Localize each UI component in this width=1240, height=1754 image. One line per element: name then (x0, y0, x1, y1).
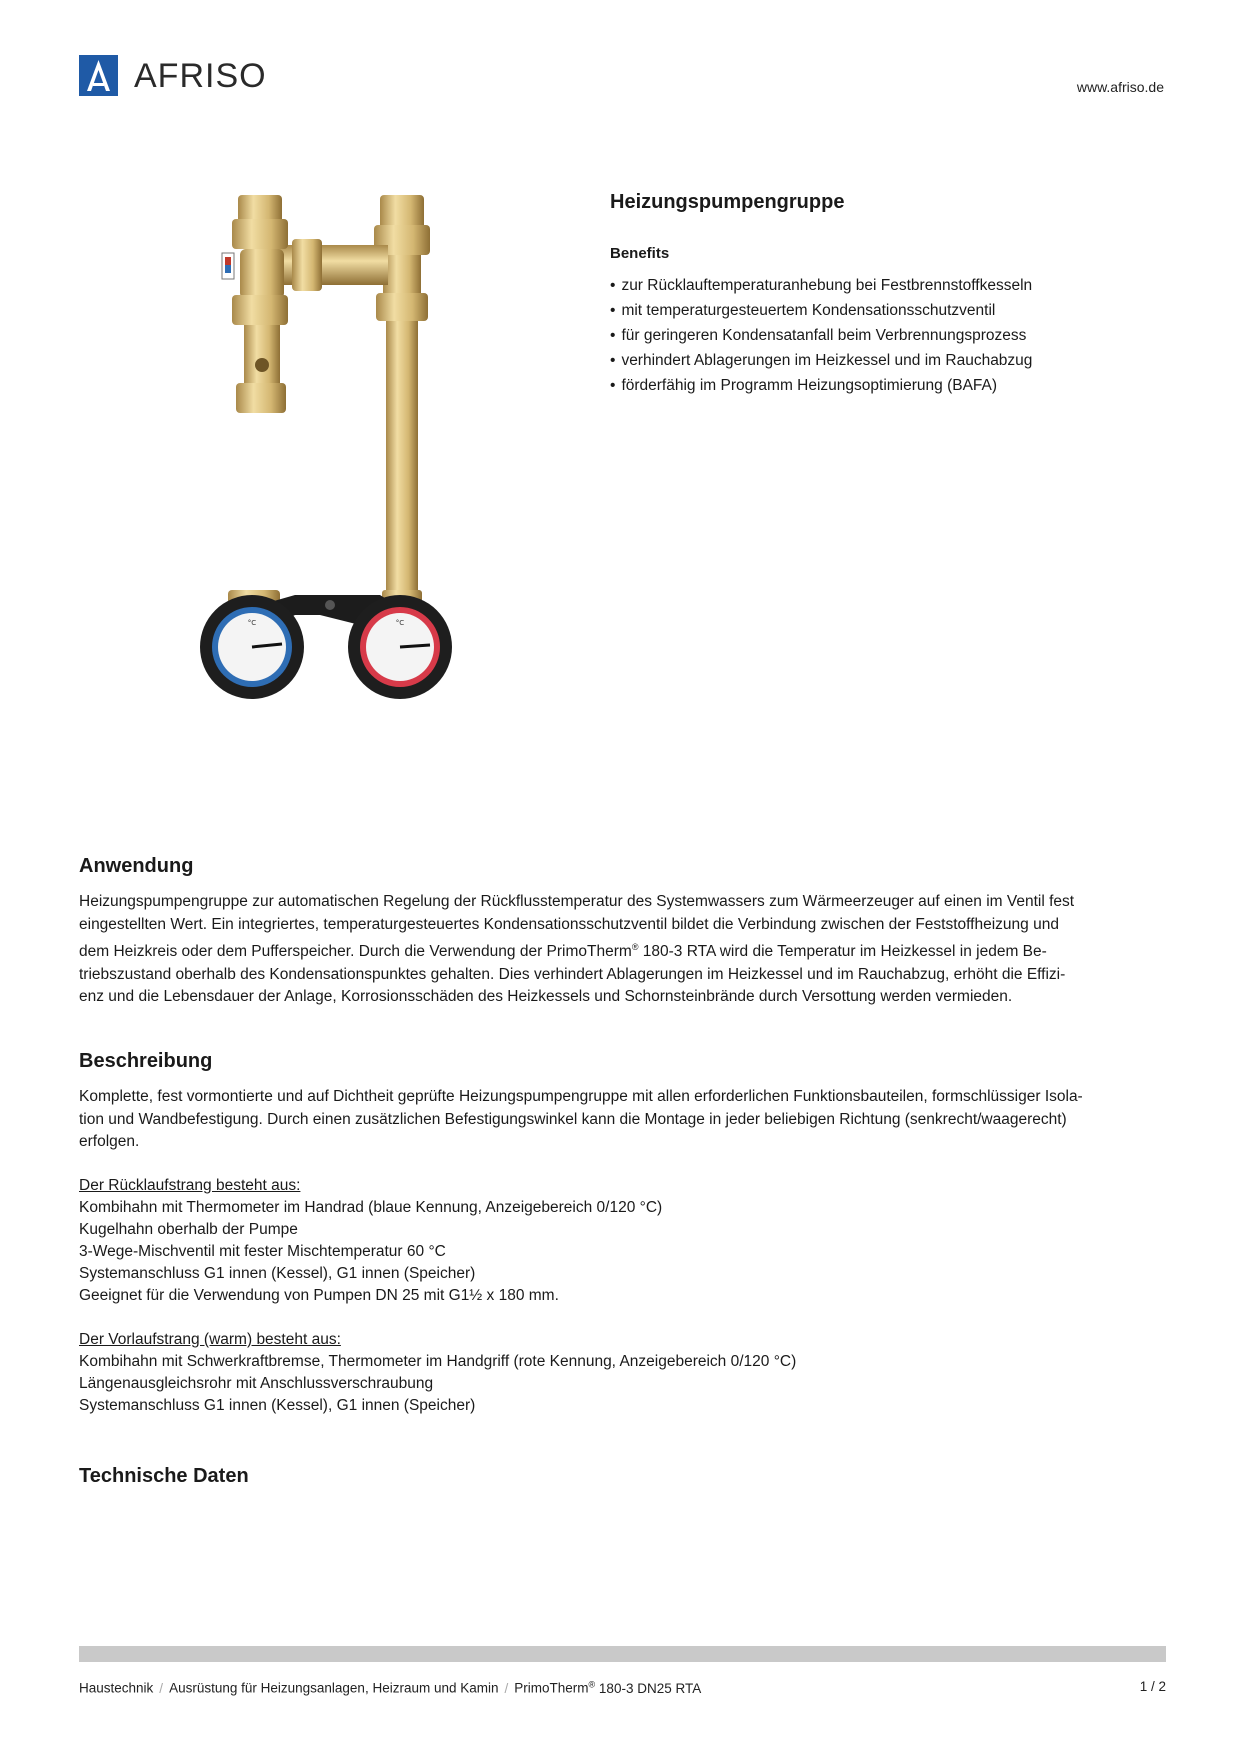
anwendung-line-part: dem Heizkreis oder dem Pufferspeicher. Durch die Verwendung der PrimoTherm (79, 943, 632, 961)
beschreibung-line: Komplette, fest vormontierte und auf Dichtheit geprüfte Heizungspumpengruppe mit allen erforderlichen Funktionsbauteilen, formschlüssiger Isola- (79, 1088, 1083, 1105)
beschreibung-intro (79, 1086, 1165, 1154)
beschreibung-line: tion und Wandbefestigung. Durch einen zusätzlichen Befestigungswinkel kann die Montage in jeder beliebigen Richtung (senkrecht/waagerecht) (79, 1110, 1067, 1128)
ruecklauf-item: 3-Wege-Mischventil mit fester Mischtemperatur 60 °C (79, 1243, 446, 1260)
ruecklauf-item: Systemanschluss G1 innen (Kessel), G1 innen (Speicher) (79, 1265, 476, 1282)
anwendung-line (79, 936, 1165, 964)
section-heading-beschreibung: Beschreibung (79, 1050, 213, 1072)
beschreibung-line: erfolgen. (79, 1133, 140, 1150)
brand-name: AFRISO (134, 57, 267, 95)
vorlauf-title: Der Vorlaufstrang (warm) besteht aus: (79, 1331, 341, 1348)
footer-crumb[interactable] (514, 1681, 701, 1696)
section-heading-technische-daten: Technische Daten (79, 1465, 249, 1487)
afriso-logo (79, 55, 304, 97)
footer (79, 1679, 1166, 1696)
product-image (200, 195, 470, 785)
svg-text:°C: °C (247, 619, 257, 627)
benefit-item: • mit temperaturgesteuertem Kondensationsschutzventil (610, 298, 1032, 323)
benefit-item: • förderfähig im Programm Heizungsoptimierung (BAFA) (610, 373, 1032, 398)
footer-crumb-part: PrimoTherm (514, 1680, 589, 1696)
benefits-list (610, 273, 1032, 398)
vorlauf-item: Systemanschluss G1 innen (Kessel), G1 innen (Speicher) (79, 1397, 476, 1414)
section-heading-anwendung: Anwendung (79, 855, 194, 877)
footer-bar (79, 1646, 1166, 1662)
afriso-logo-icon (79, 55, 118, 96)
ruecklauf-item: Kombihahn mit Thermometer im Handrad (blaue Kennung, Anzeigebereich 0/120 °C) (79, 1199, 663, 1216)
ruecklauf-title: Der Rücklaufstrang besteht aus: (79, 1177, 301, 1194)
benefits-title: Benefits (610, 245, 670, 262)
ruecklauf-item: Geeignet für die Verwendung von Pumpen DN 25 mit G1½ x 180 mm. (79, 1287, 559, 1304)
svg-text:°C: °C (395, 619, 405, 627)
anwendung-line: Heizungspumpengruppe zur automatischen Regelung der Rückflusstemperatur des Systemwassers zum Wärmeerzeuger auf einen im Ventil fest (79, 893, 1075, 910)
vorlauf-item: Längenausgleichsrohr mit Anschlussverschraubung (79, 1375, 434, 1392)
website-link[interactable]: www.afriso.de (1076, 79, 1164, 95)
product-title: Heizungspumpengruppe (610, 191, 845, 213)
ruecklauf-item: Kugelhahn oberhalb der Pumpe (79, 1221, 298, 1238)
footer-crumb-part: ® 180-3 DN25 RTA (588, 1679, 702, 1696)
vorlauf-item: Kombihahn mit Schwerkraftbremse, Thermometer im Handgriff (rote Kennung, Anzeigebereich 0/120 °C) (79, 1353, 797, 1370)
benefit-item: • verhindert Ablagerungen im Heizkessel und im Rauchabzug (610, 348, 1032, 373)
ruecklauf-block (79, 1175, 1165, 1307)
footer-separator: / (504, 1680, 509, 1696)
benefit-item: • für geringeren Kondensatanfall beim Verbrennungsprozess (610, 323, 1032, 348)
anwendung-line: enz und die Lebensdauer der Anlage, Korrosionsschäden des Heizkessels und Schornsteinbrände durch Versottung werden vermieden. (79, 988, 1013, 1006)
anwendung-line: eingestellten Wert. Ein integriertes, temperaturgesteuertes Kondensationsschutzventil bildet die Verbindung zwischen der Feststoffheizung und (79, 915, 1059, 933)
footer-separator: / (159, 1680, 164, 1696)
anwendung-line-part: ® 180-3 RTA wird die Temperatur im Heizkessel in jedem Be- (631, 942, 1047, 961)
vorlauf-block (79, 1329, 1165, 1417)
anwendung-line: triebszustand oberhalb des Kondensationspunktes gehalten. Dies verhindert Ablagerungen im Heizkessel und im Rauchabzug, erhöht die Effizi- (79, 965, 1066, 983)
footer-crumb[interactable]: Haustechnik (79, 1680, 154, 1696)
page-number: 1 / 2 (1139, 1679, 1166, 1694)
footer-crumb[interactable]: Ausrüstung für Heizungsanlagen, Heizraum und Kamin (169, 1680, 499, 1696)
anwendung-text (79, 891, 1165, 1009)
benefit-item: • zur Rücklauftemperaturanhebung bei Festbrennstoffkesseln (610, 273, 1032, 298)
